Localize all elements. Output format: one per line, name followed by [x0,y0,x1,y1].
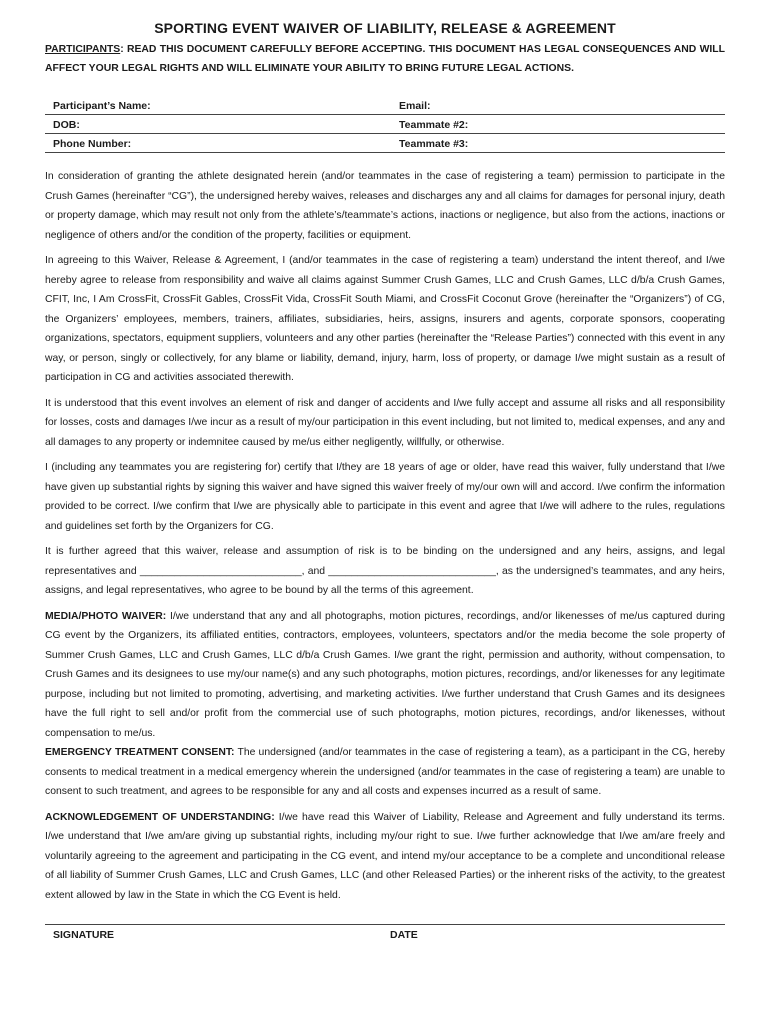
field-row [45,115,725,134]
document-title: SPORTING EVENT WAIVER OF LIABILITY, RELEASE & AGREEMENT [154,20,616,36]
media-waiver-label: MEDIA/PHOTO WAIVER: [45,610,167,622]
acknowledgement-text: I/we have read this Waiver of Liability, Release and Agreement and fully understand its terms. I/we understand that I/we am/are giving up substantial rights, including my/our right to sue. I/we further acknowledge that I/we am/are freely and voluntarily agreeing to the agreement and participating in the CG event, and intend my/our acceptance to be a complete and unconditional release of all liability of Summer Crush Games, LLC and Crush Games, LLC (and other Released Parties) or the inherent risks of the activity, to the greatest extent allowed by law in the State in which the CG Event is held. [45,811,726,901]
emergency-consent-label: EMERGENCY TREATMENT CONSENT: [45,747,235,758]
signature-line[interactable] [45,924,725,941]
risk-paragraph: It is understood that this event involves an element of risk and danger of accidents and I/we fully accept and assume all risks and all responsibility for losses, costs and damages I/we incur as a result of my/our participation in this event including, but not limited to, medical expenses, and any and all damages to any property or indemnitee caused by me/us either negligently, willfully, or otherwise. [45,397,725,448]
participants-notice [45,40,725,78]
emergency-consent-text: The undersigned (and/or teammates in the case of registering a team), as a participant in the CG, hereby consents to medical treatment in a medical emergency wherein the undersigned (and/or teammates in the case of registering a team) are unable to consent to such treatment, and agrees to be responsible for any and all costs and expenses incurred as a result of same. [45,747,725,797]
release-paragraph: In agreeing to this Waiver, Release & Agreement, I (and/or teammates in the case of registering a team) understand the intent thereof, and I/we hereby agree to release from responsibility and waive all claims against Summer Crush Games, LLC and Crush Games, LLC d/b/a Crush Games, CFIT, Inc, I Am CrossFit, CrossFit Gables, CrossFit Vida, CrossFit South Miami, and CrossFit Coconut Grove (hereinafter the “Organizers”) of CG, the Organizers’ employees, members, trainers, affiliates, subsidiaries, heirs, assigns, insurers and agents, corporate sponsors, cooperating organizations, spectators, equipment suppliers, volunteers and any other parties (hereinafter the “Release Parties”) connected with this event in any way, or person, singly or collectively, for any blame or liability, demand, injury, harm, loss of property, or damage I/we might sustain as a result of participation in CG and activities associated therewith. [45,255,725,383]
certification-paragraph: I (including any teammates you are registering for) certify that I/they are 18 years of age or older, have read this waiver, fully understand that I/we have given up substantial rights by signing this waiver and have signed this waiver freely of my/our own will and accord. I/we confirm the information provided to be correct. I/we confirm that I/we are physically able to participate in this event and agree that I/we will adhere to the rules, regulations and guidelines set forth by the Organizers for CG. [45,462,725,532]
acknowledgement-paragraph [45,808,725,906]
participants-notice-text: : READ THIS DOCUMENT CAREFULLY BEFORE ACCEPTING. THIS DOCUMENT HAS LEGAL CONSEQUENCES AND WILL AFFECT YOUR LEGAL RIGHTS AND WILL ELIMINATE YOUR ABILITY TO BRING FUTURE LEGAL ACTIONS. [45,44,725,74]
email-field[interactable]: Email: [399,100,431,112]
waiver-document [45,20,725,911]
consideration-paragraph: In consideration of granting the athlete designated herein (and/or teammates in the case of registering a team) permission to participate in the Crush Games (hereinafter “CG”), the undersigned hereby waives, releases and discharges any and all claims for damages for personal injury, death or property damage, which may result not only from the athlete’s/teammate’s actions, inactions or negligence, but also from the actions, inactions or negligence of others and/or the condition of the property, facilities or equipment. [45,171,725,241]
participant-name-field[interactable]: Participant’s Name: [53,100,151,112]
emergency-consent-paragraph [45,743,725,802]
media-waiver-text: I/we understand that any and all photographs, motion pictures, recordings, and/or likenesses of me/us captured during CG event by the Organizers, its affiliated entities, contractors, employees, volunteers, spectators and/or the media become the sole property of Summer Crush Games, LLC and Crush Games, LLC d/b/a Crush Games. I/we grant the right, permission and authority, without compensation, to Crush Games and its designees to use my/our name(s) and any such photographs, motion pictures, recordings, and/or likenesses for any legitimate purpose, including but not limited to promoting, advertising, and marketing activities. I/we further understand that Crush Games and its designees have the full right to sell and/or profit from the commercial use of such photographs, motion pictures, recordings, and/or likenesses, without compensation to me/us. [45,610,725,739]
date-label: DATE [390,929,418,941]
participant-fields [45,96,725,153]
teammate-3-field[interactable]: Teammate #3: [399,138,469,150]
field-row [45,134,725,153]
signature-label: SIGNATURE [53,929,115,941]
acknowledgement-label: ACKNOWLEDGEMENT OF UNDERSTANDING: [45,811,275,823]
media-waiver-paragraph [45,607,725,744]
dob-field[interactable]: DOB: [53,119,80,131]
binding-paragraph: It is further agreed that this waiver, release and assumption of risk is to be binding on the undersigned and any heirs, assigns, and legal representatives and ____________________________, and _____________________________, as the undersigned’s teammates, and any heirs, assigns, and legal representatives, who agree to be bound by all the terms of this agreement. [45,546,725,596]
waiver-body [45,167,725,905]
phone-number-field[interactable]: Phone Number: [53,138,132,150]
field-row [45,96,725,115]
teammate-2-field[interactable]: Teammate #2: [399,119,469,131]
participants-label: PARTICIPANTS [45,44,121,55]
